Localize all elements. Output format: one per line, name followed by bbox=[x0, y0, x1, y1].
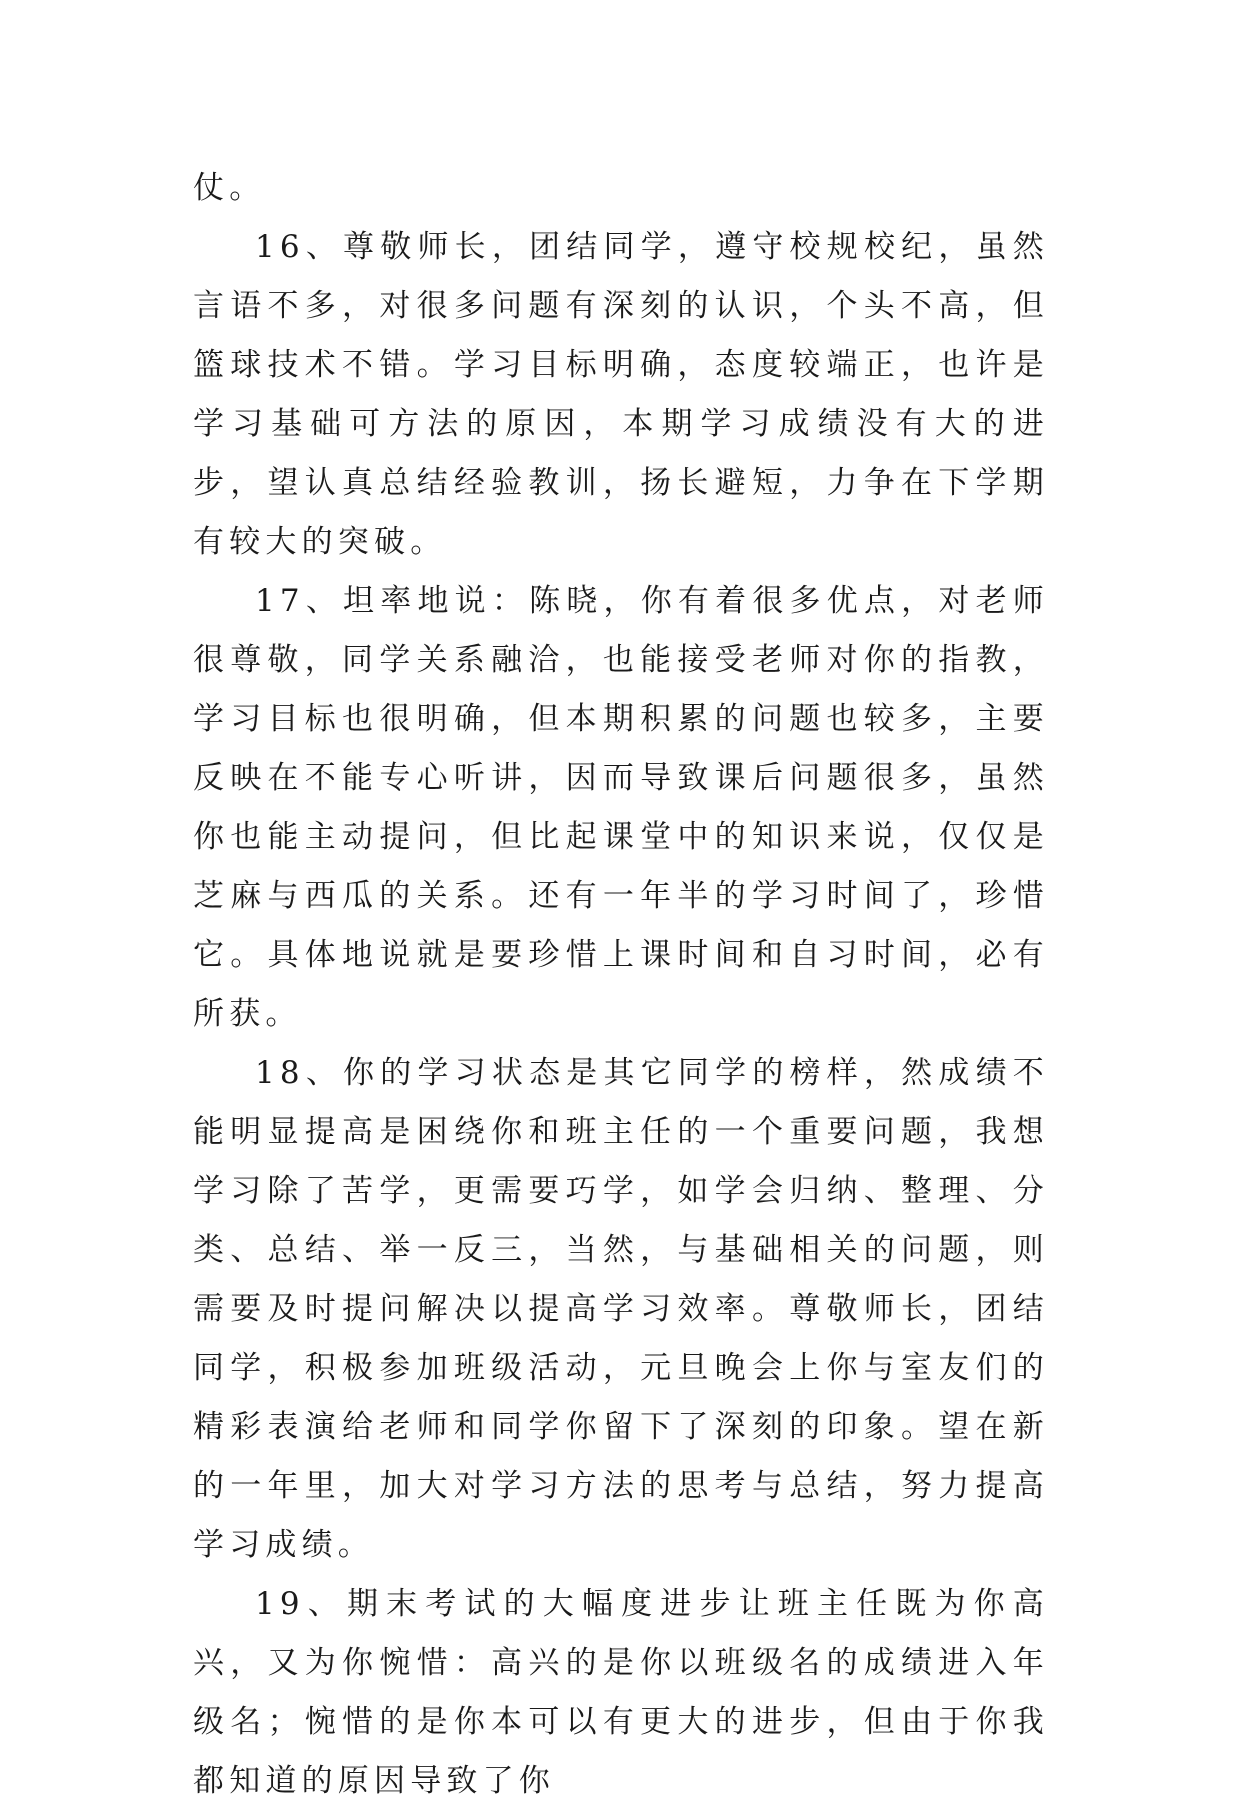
paragraph-continued: 仗。 bbox=[193, 170, 266, 206]
paragraph-16: 16、尊敬师长，团结同学，遵守校规校纪，虽然言语不多，对很多问题有深刻的认识，个头不高，但篮球技术不错。学习目标明确，态度较端正，也许是学习基础可方法的原因，本期学习成绩没有大的进步，望认真总结经验教训，扬长避短，力争在下学期有较大的突破。 bbox=[193, 229, 1049, 560]
body-text bbox=[193, 159, 1049, 1811]
paragraph-19: 19、期末考试的大幅度进步让班主任既为你高兴，又为你惋惜：高兴的是你以班级名的成绩进入年级名；惋惜的是你本可以有更大的进步，但由于你我都知道的原因导致了你 bbox=[193, 1586, 1049, 1799]
paragraph-17: 17、坦率地说：陈晓，你有着很多优点，对老师很尊敬，同学关系融洽，也能接受老师对你的指教，学习目标也很明确，但本期积累的问题也较多，主要反映在不能专心听讲，因而导致课后问题很多，虽然你也能主动提问，但比起课堂中的知识来说，仅仅是芝麻与西瓜的关系。还有一年半的学习时间了，珍惜它。具体地说就是要珍惜上课时间和自习时间，必有所获。 bbox=[193, 583, 1049, 1032]
paragraph-18: 18、你的学习状态是其它同学的榜样，然成绩不能明显提高是困绕你和班主任的一个重要问题，我想学习除了苦学，更需要巧学，如学会归纳、整理、分类、总结、举一反三，当然，与基础相关的问题，则需要及时提问解决以提高学习效率。尊敬师长，团结同学，积极参加班级活动，元旦晚会上你与室友们的精彩表演给老师和同学你留下了深刻的印象。望在新的一年里，加大对学习方法的思考与总结，努力提高学习成绩。 bbox=[193, 1055, 1049, 1563]
